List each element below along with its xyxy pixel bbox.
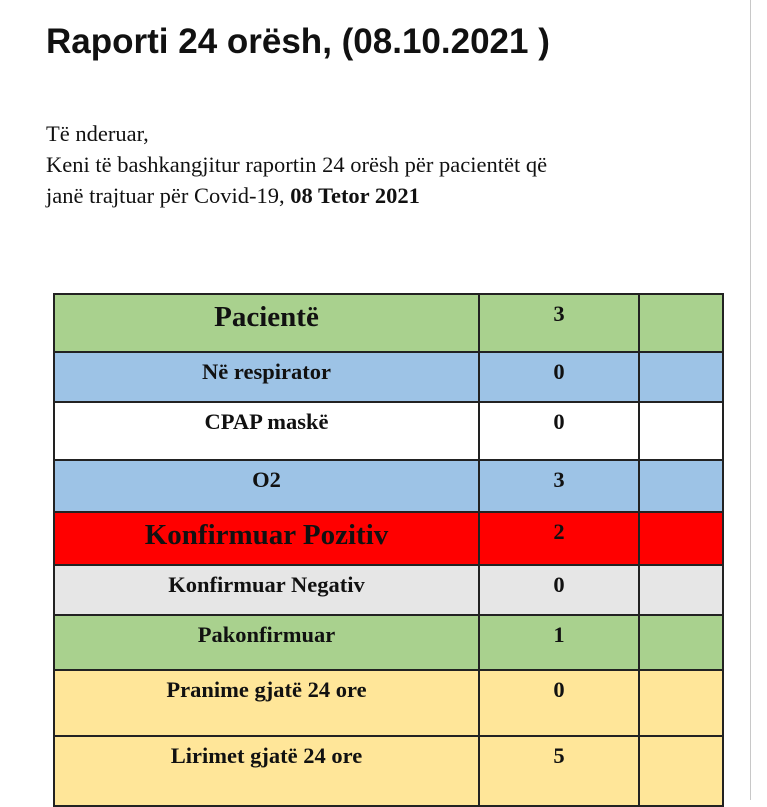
row-value: 3: [479, 460, 639, 512]
table-row: [54, 512, 723, 565]
row-empty-cell: [639, 736, 723, 806]
page-title: Raporti 24 orësh, (08.10.2021 ): [46, 22, 550, 61]
letter-line-2-text: janë trajtuar për Covid-19,: [46, 183, 285, 208]
table-row: [54, 352, 723, 402]
row-empty-cell: [639, 294, 723, 352]
row-empty-cell: [639, 615, 723, 670]
row-empty-cell: [639, 670, 723, 736]
row-label: O2: [54, 460, 479, 512]
row-label: Në respirator: [54, 352, 479, 402]
report-table-body: [54, 294, 723, 806]
table-row: [54, 565, 723, 615]
row-empty-cell: [639, 352, 723, 402]
row-label: Konfirmuar Pozitiv: [54, 512, 479, 565]
row-value: 0: [479, 352, 639, 402]
row-label: CPAP maskë: [54, 402, 479, 460]
row-value: 0: [479, 565, 639, 615]
letter-line-1: Keni të bashkangjitur raportin 24 orësh për pacientët që: [46, 152, 548, 177]
row-empty-cell: [639, 512, 723, 565]
patient-report-table: [53, 293, 724, 807]
letter-body: [46, 118, 736, 211]
row-value: 5: [479, 736, 639, 806]
row-label: Lirimet gjatë 24 ore: [54, 736, 479, 806]
row-empty-cell: [639, 402, 723, 460]
row-label: Pacientë: [54, 294, 479, 352]
table-row: [54, 402, 723, 460]
table-row: [54, 736, 723, 806]
row-value: 2: [479, 512, 639, 565]
row-value: 0: [479, 670, 639, 736]
table-row: [54, 615, 723, 670]
table-row: [54, 670, 723, 736]
page-edge-divider: [750, 0, 751, 800]
row-label: Pranime gjatë 24 ore: [54, 670, 479, 736]
row-value: 0: [479, 402, 639, 460]
letter-date: 08 Tetor 2021: [290, 183, 420, 208]
row-empty-cell: [639, 460, 723, 512]
table-row: [54, 460, 723, 512]
table-row: [54, 294, 723, 352]
row-label: Pakonfirmuar: [54, 615, 479, 670]
row-empty-cell: [639, 565, 723, 615]
row-label: Konfirmuar Negativ: [54, 565, 479, 615]
row-value: 3: [479, 294, 639, 352]
row-value: 1: [479, 615, 639, 670]
letter-greeting: Të nderuar,: [46, 121, 149, 146]
letter-line-2: [46, 180, 736, 211]
